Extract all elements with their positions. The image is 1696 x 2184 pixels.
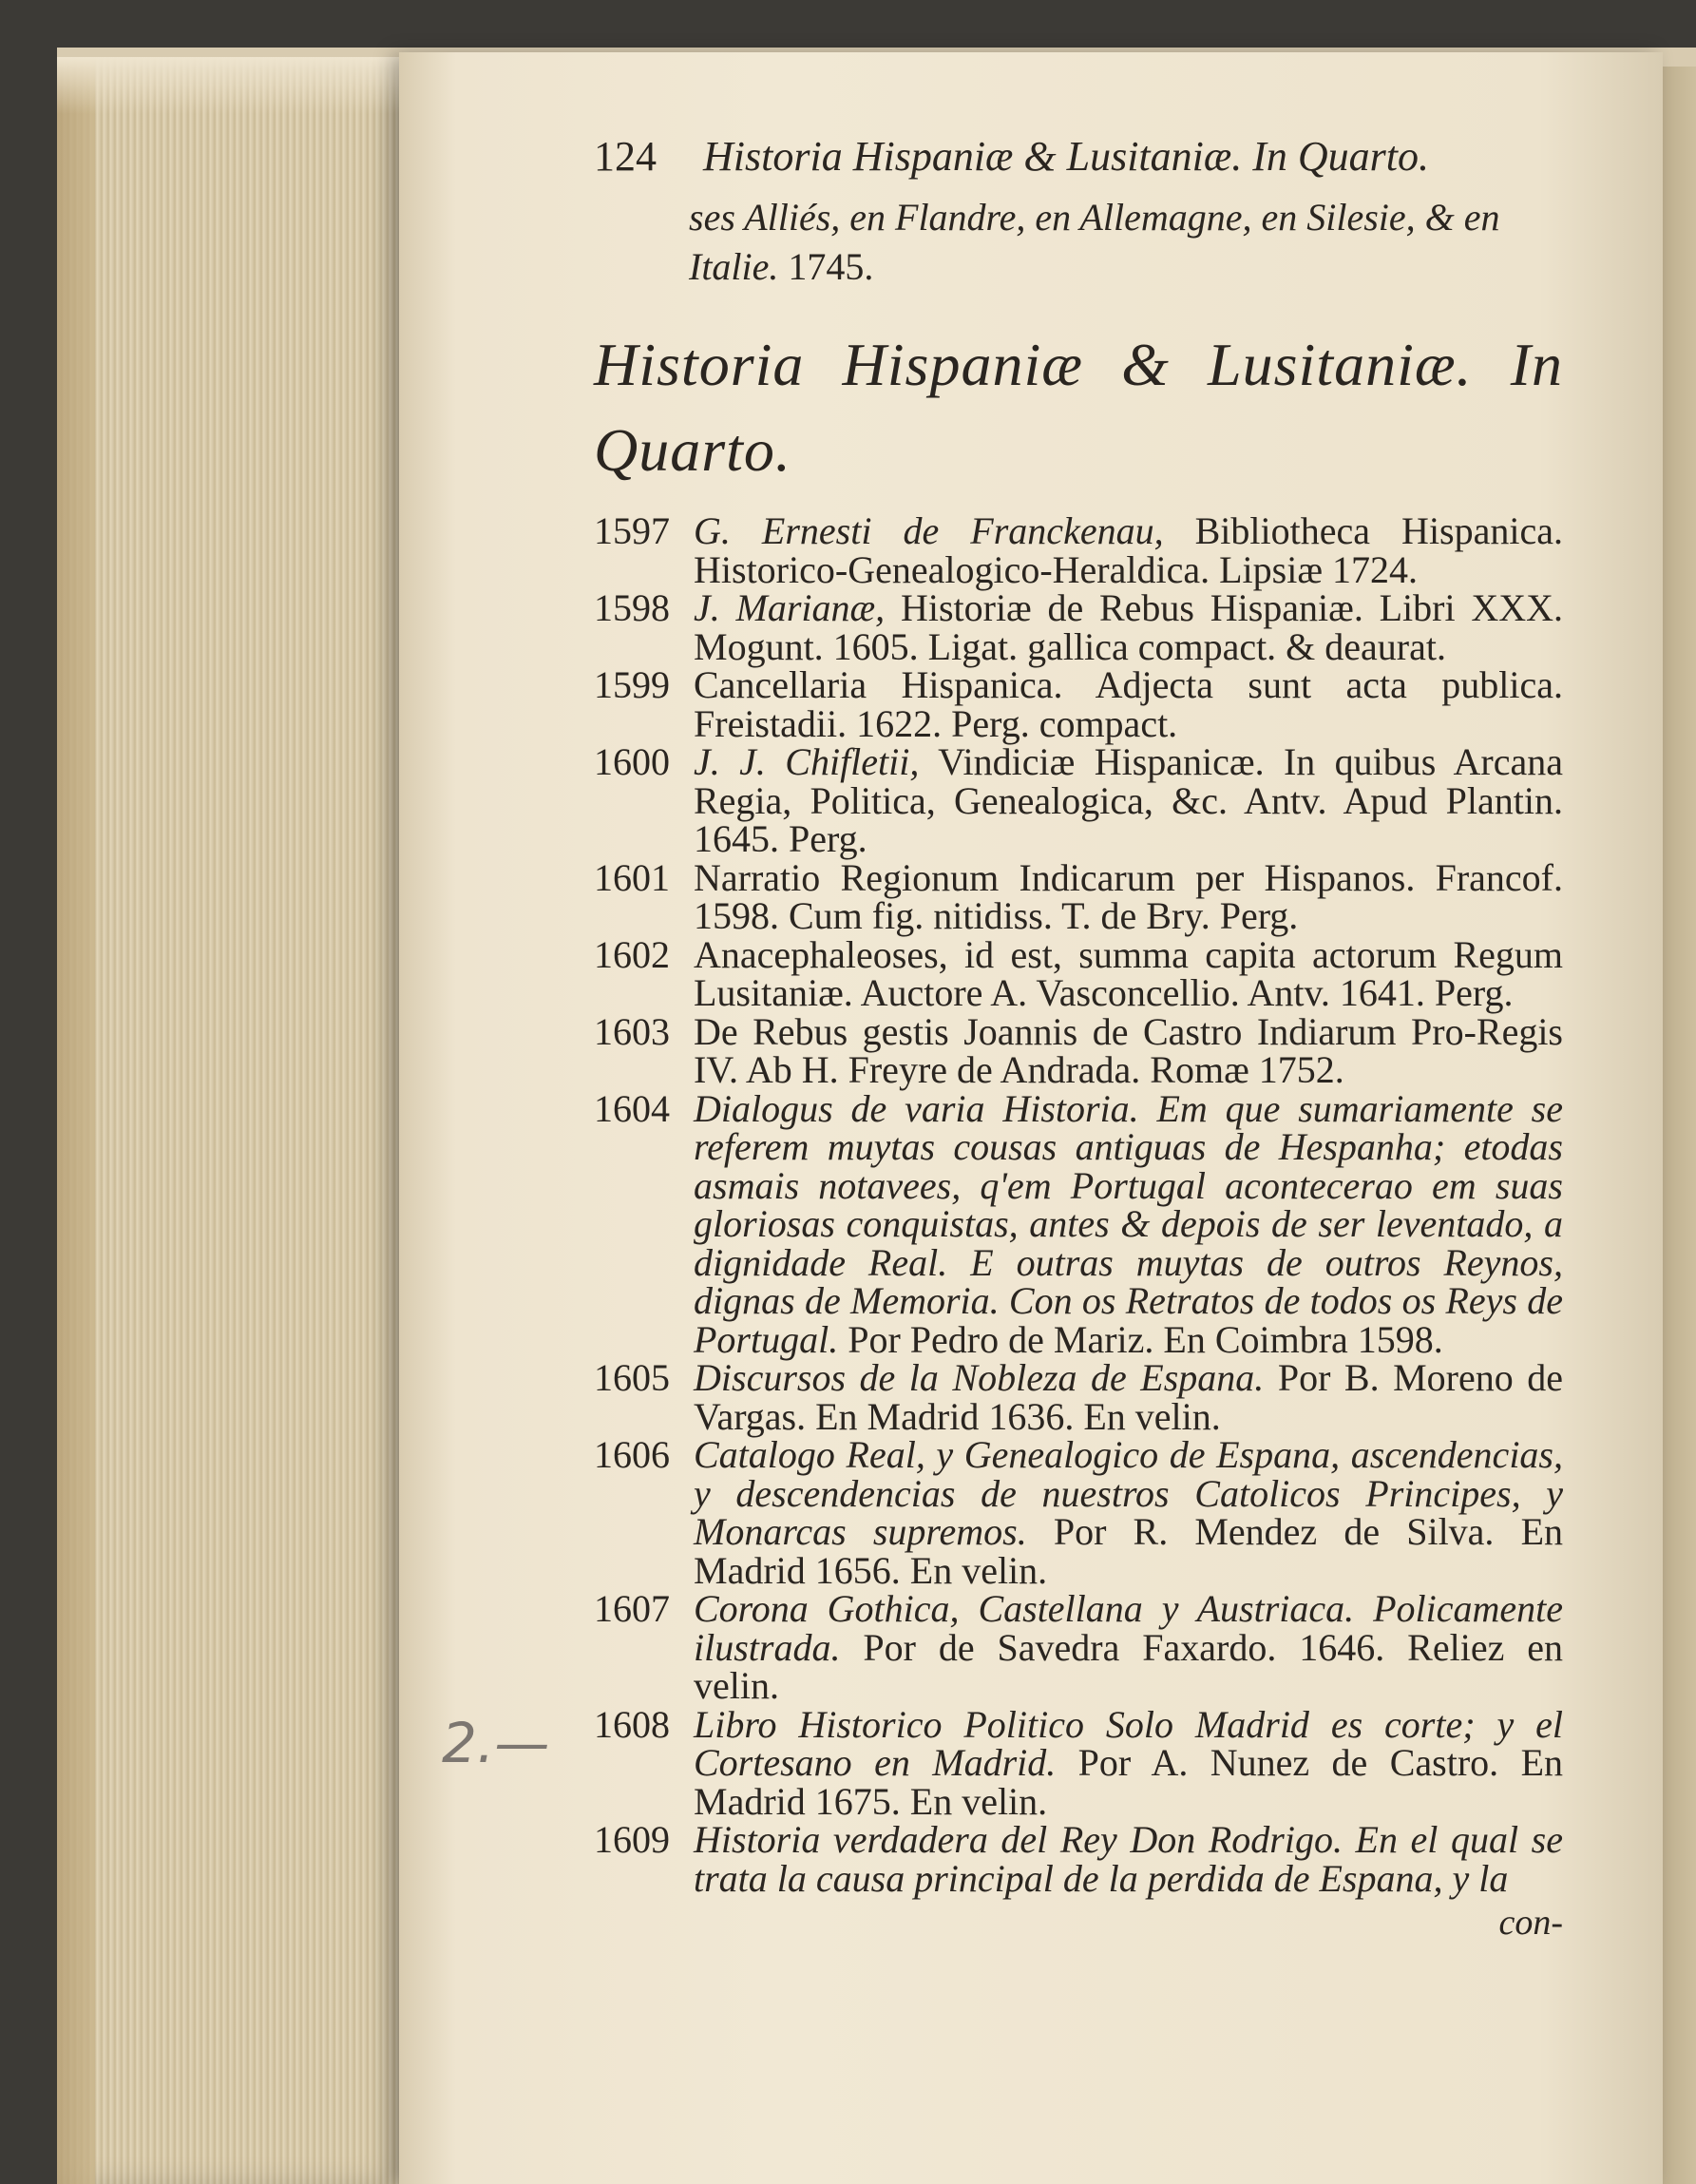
entry-italic-text: J. J. Chifletii, — [694, 740, 920, 783]
entry-number: 1598 — [594, 586, 670, 629]
entry-roman-text: Por A. Nunez de Castro. En Madrid 1675. En velin. — [694, 1741, 1563, 1823]
entry-number: 1607 — [594, 1587, 670, 1630]
entry-italic-text: Historia verdadera del Rey Don Rodrigo. En el qual se trata la causa principal de la perdida de Espana, y la — [694, 1818, 1563, 1900]
catalog-entry — [594, 1702, 1563, 1823]
continuation-italic: ses Alliés, en Flandre, en Allemagne, en Silesie, & en Italie. — [689, 196, 1500, 288]
binding-edge — [57, 57, 95, 2184]
entry-roman-text: Por Pedro de Mariz. En Coimbra 1598. — [838, 1317, 1443, 1361]
continuation-year: 1745. — [788, 245, 874, 288]
catalog-entry — [594, 855, 1563, 937]
entry-italic-text: Dialogus de varia Historia. Em que sumariamente se referem muytas cousas antiguas de Hespanha; etodas asmais notavees, q'em Portugal acontecerao em suas gloriosas conquistas, antes & depois de ser leventado, a dignidade Real. E outras muytas de outros Reynos, dignas de Memoria. Con os Retratos de todos os Reys de Portugal. — [694, 1086, 1563, 1361]
entry-number: 1609 — [594, 1818, 670, 1861]
entry-number: 1604 — [594, 1086, 670, 1130]
entry-roman-text: Por de Savedra Faxardo. 1646. Reliez en velin. — [694, 1625, 1563, 1707]
page-number: 124 — [594, 133, 657, 180]
continuation-text — [594, 193, 1563, 292]
edge-highlight — [57, 57, 409, 114]
entry-italic-text: Discursos de la Nobleza de Espana. — [694, 1356, 1265, 1399]
entry-roman-text: Cancellaria Hispanica. Adjecta sunt acta publica. Freistadii. 1622. Perg. compact. — [694, 663, 1563, 745]
entry-roman-text: De Rebus gestis Joannis de Castro Indiarum Pro-Regis IV. Ab H. Freyre de Andrada. Romæ 1752. — [694, 1009, 1563, 1091]
catchword: con- — [1498, 1903, 1563, 1943]
entry-roman-text: Historiæ de Rebus Hispaniæ. Libri XXX. Mogunt. 1605. Ligat. gallica compact. & deaurat. — [694, 586, 1563, 668]
catalog-entry — [594, 1433, 1563, 1592]
running-head-title: Historia Hispaniæ & Lusitaniæ. In Quarto. — [703, 133, 1430, 180]
entry-number: 1601 — [594, 855, 670, 899]
page-text — [594, 128, 1564, 1943]
entry-roman-text: Anacephaleoses, id est, summa capita actorum Regum Lusitaniæ. Auctore A. Vasconcellio. Antv. 1641. Perg. — [694, 932, 1563, 1014]
entry-italic-text: Corona Gothica, Castellana y Austriaca. Policamente ilustrada. — [694, 1587, 1563, 1669]
entry-number: 1602 — [594, 932, 670, 976]
section-heading: Historia Hispaniæ & Lusitaniæ. In Quarto. — [594, 331, 1563, 484]
handwritten-margin-note: 2.— — [442, 1711, 550, 1775]
entry-number: 1599 — [594, 663, 670, 706]
entry-roman-text: Vindiciæ Hispanicæ. In quibus Arcana Regia, Politica, Genealogica, &c. Antv. Apud Plantin. 1645. Perg. — [694, 740, 1564, 860]
catalog-entry — [594, 932, 1563, 1014]
catalog-entry — [594, 740, 1564, 860]
entry-number: 1606 — [594, 1433, 670, 1476]
catalog-entry — [594, 1818, 1563, 1900]
catalog-entry — [594, 509, 1563, 591]
entry-roman-text: Bibliotheca Hispanica. Historico-Genealogico-Heraldica. Lipsiæ 1724. — [694, 509, 1563, 591]
running-head — [594, 128, 1563, 185]
entry-number: 1603 — [594, 1009, 670, 1053]
catalog-entry — [594, 663, 1563, 745]
catalog-entry — [594, 1086, 1563, 1361]
catalog-entry — [594, 586, 1563, 668]
entry-number: 1600 — [594, 740, 670, 783]
entry-italic-text: Libro Historico Politico Solo Madrid es corte; y el Cortesano en Madrid. — [694, 1702, 1563, 1784]
catalog-entry — [594, 1587, 1563, 1707]
entry-italic-text: Catalogo Real, y Genealogico de Espana, ascendencias, y descendencias de nuestros Catolicos Principes, y Monarcas supremos. — [694, 1433, 1563, 1553]
entry-roman-text: Por R. Mendez de Silva. En Madrid 1656. En velin. — [694, 1510, 1563, 1592]
catalog-entry — [594, 1009, 1563, 1091]
catalog-entry — [594, 1356, 1563, 1438]
page-edges — [57, 57, 409, 2184]
entry-number: 1605 — [594, 1356, 670, 1399]
entry-number: 1608 — [594, 1702, 670, 1746]
entry-roman-text: Narratio Regionum Indicarum per Hispanos. Francof. 1598. Cum fig. nitidiss. T. de Bry. Perg. — [694, 855, 1563, 937]
entry-number: 1597 — [594, 509, 670, 552]
entry-roman-text: Por B. Moreno de Vargas. En Madrid 1636. En velin. — [694, 1356, 1563, 1438]
entry-italic-text: G. Ernesti de Franckenau, — [694, 509, 1164, 552]
entry-italic-text: J. Marianæ, — [694, 586, 886, 629]
catalog-entries — [594, 509, 1564, 1900]
